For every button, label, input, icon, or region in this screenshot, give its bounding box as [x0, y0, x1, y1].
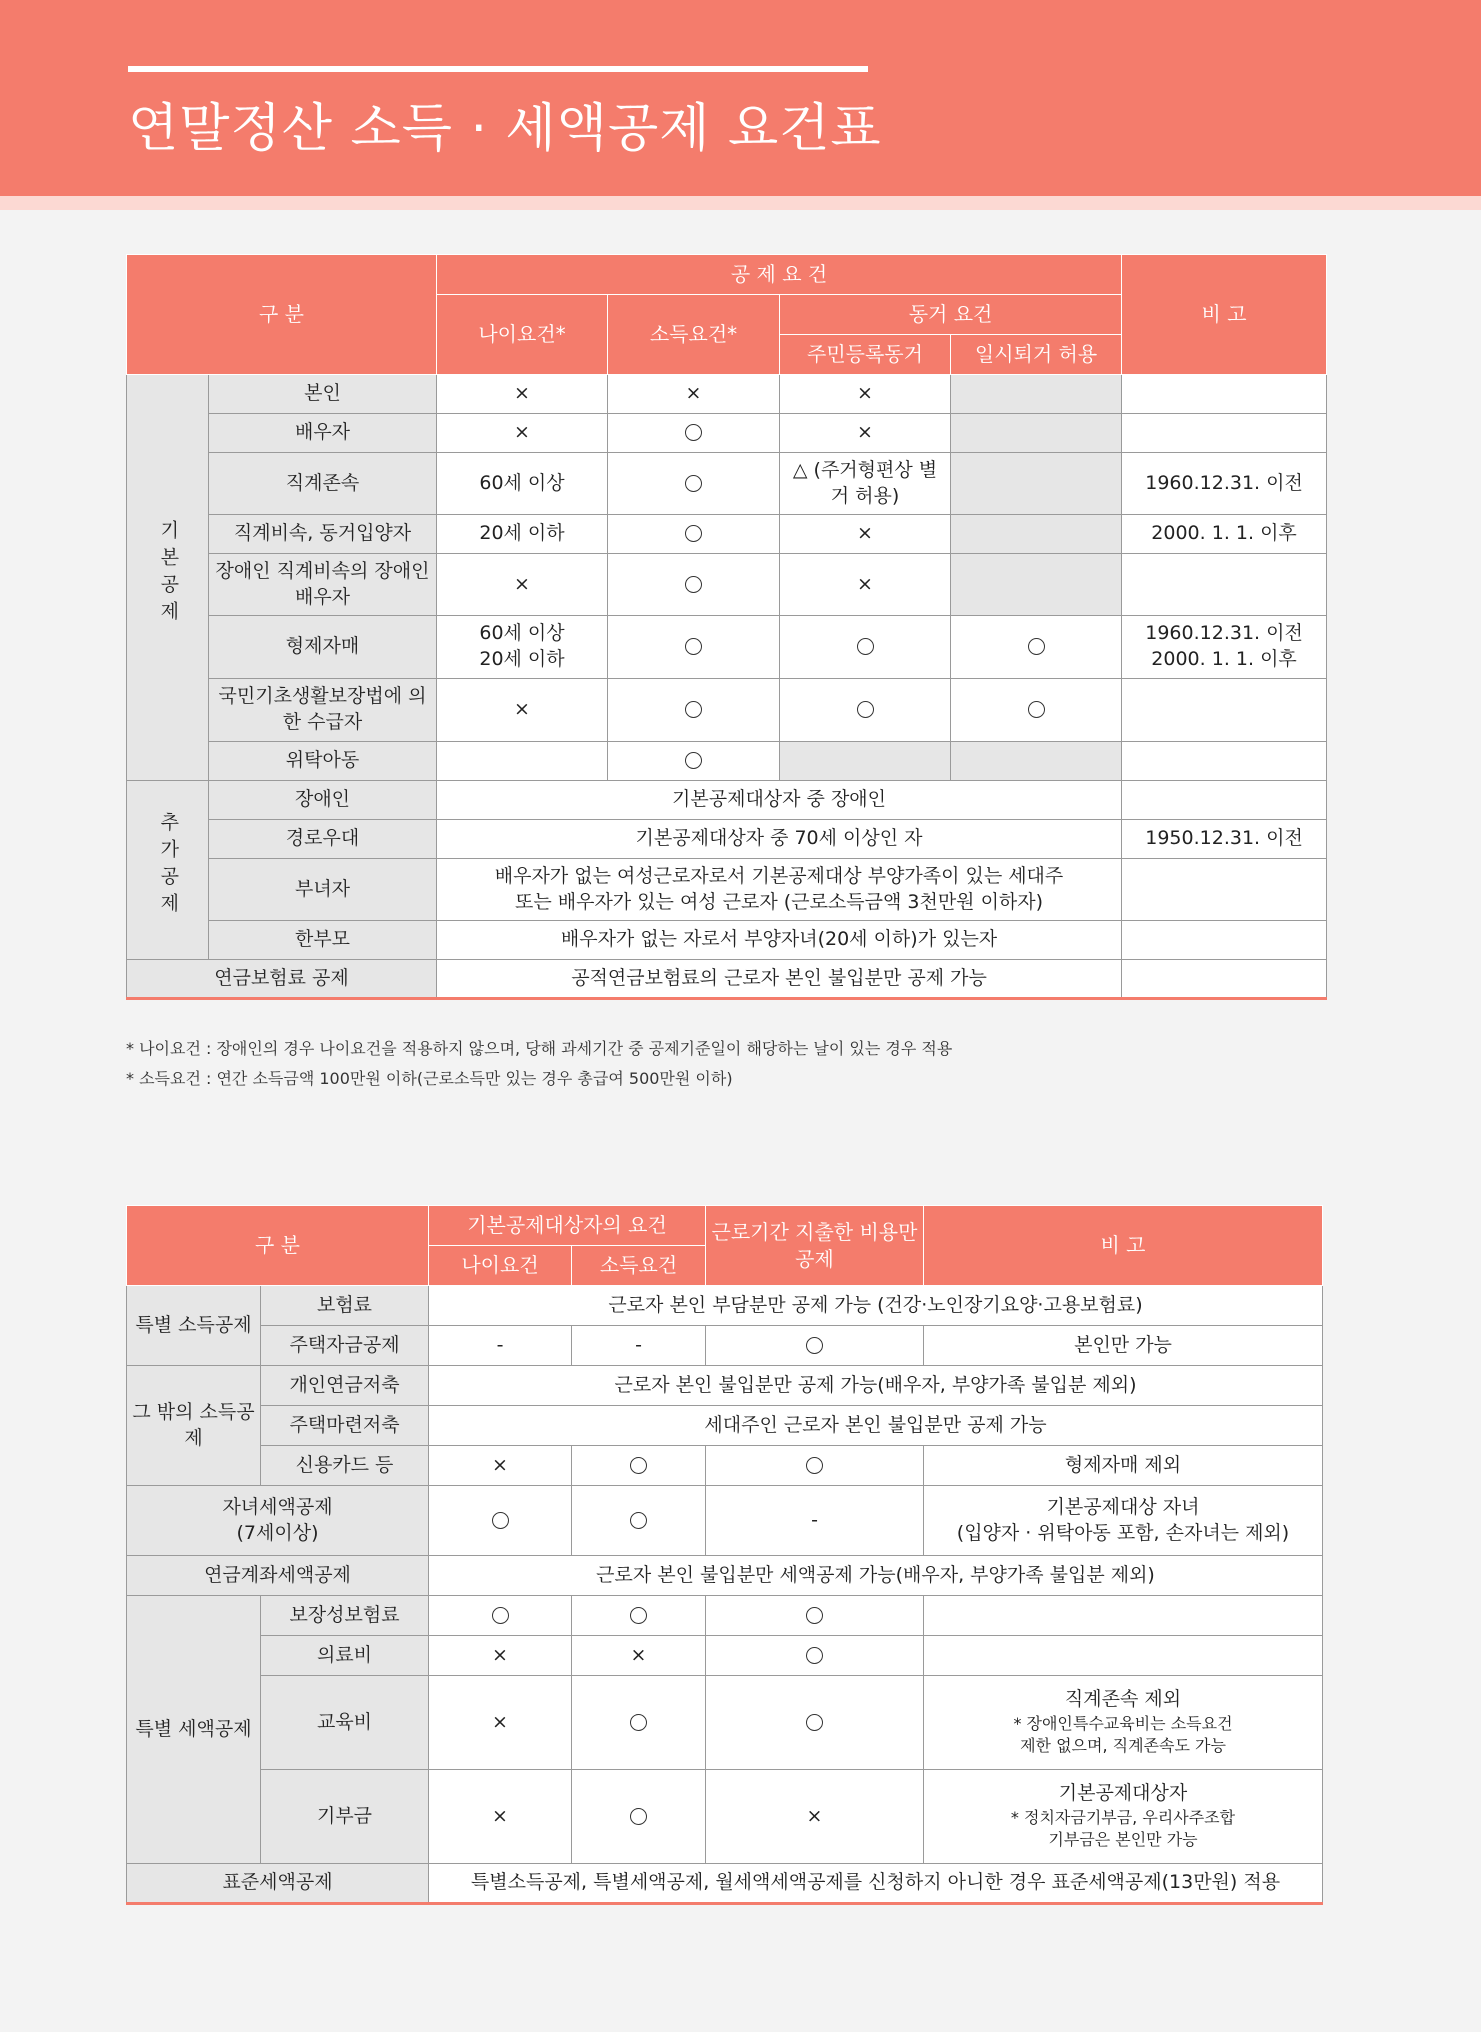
group-additional — [127, 781, 209, 960]
circle-icon — [780, 616, 951, 679]
cell-desc: 기본공제대상자 중 장애인 — [437, 781, 1122, 820]
circle-icon — [608, 616, 780, 679]
row-label: 배우자 — [209, 414, 437, 453]
cell: × — [429, 1770, 572, 1864]
row-label: 위탁아동 — [209, 742, 437, 781]
circle-icon — [572, 1486, 706, 1556]
cell-blank — [951, 453, 1122, 515]
cell-note — [924, 1486, 1323, 1556]
age-line: 60세 이상 — [479, 622, 565, 645]
row-label: 보험료 — [261, 1286, 429, 1326]
cell: × — [429, 1676, 572, 1770]
cell: × — [429, 1636, 572, 1676]
cell: × — [706, 1770, 924, 1864]
row-label: 연금보험료 공제 — [127, 960, 437, 999]
cell-note: 형제자매 제외 — [924, 1446, 1323, 1486]
header-age: 나이요건* — [437, 295, 608, 375]
circle-icon — [429, 1486, 572, 1556]
note-line: * 장애인특수교육비는 소득요건 — [1013, 1713, 1233, 1733]
circle-icon — [608, 742, 780, 781]
circle-icon — [608, 679, 780, 742]
cell-blank — [1122, 859, 1327, 921]
cell-blank — [951, 375, 1122, 414]
cell-blank — [924, 1596, 1323, 1636]
row-label: 보장성보험료 — [261, 1596, 429, 1636]
header-gubun: 구 분 — [127, 255, 437, 375]
row-label: 국민기초생활보장법에 의한 수급자 — [209, 679, 437, 742]
circle-icon — [572, 1446, 706, 1486]
cell-blank — [951, 414, 1122, 453]
cell-desc — [437, 859, 1122, 921]
cell-note: 본인만 가능 — [924, 1326, 1323, 1366]
cell-blank — [1122, 781, 1327, 820]
circle-icon — [706, 1446, 924, 1486]
group-other-income: 그 밖의 소득공제 — [127, 1366, 261, 1486]
cell-desc: 배우자가 없는 자로서 부양자녀(20세 이하)가 있는자 — [437, 921, 1122, 960]
cell-blank — [1122, 742, 1327, 781]
circle-icon — [706, 1596, 924, 1636]
cell-desc: 기본공제대상자 중 70세 이상인 자 — [437, 820, 1122, 859]
cell-blank — [1122, 375, 1327, 414]
cell: - — [706, 1486, 924, 1556]
circle-icon — [706, 1326, 924, 1366]
cell-note: 1950.12.31. 이전 — [1122, 820, 1327, 859]
row-label: 개인연금저축 — [261, 1366, 429, 1406]
header-basic-requirements: 기본공제대상자의 요건 — [429, 1206, 706, 1246]
row-label: 신용카드 등 — [261, 1446, 429, 1486]
row-label: 직계존속 — [209, 453, 437, 515]
cell-note: 1960.12.31. 이전 — [1122, 453, 1327, 515]
circle-icon — [706, 1636, 924, 1676]
header-strip — [0, 196, 1481, 210]
footnotes — [126, 1034, 952, 1094]
footnote-age: * 나이요건 : 장애인의 경우 나이요건을 적용하지 않으며, 당해 과세기간 중 공제기준일이 해당하는 날이 있는 경우 적용 — [126, 1039, 953, 1058]
cell-note — [1122, 616, 1327, 679]
cell: × — [780, 414, 951, 453]
header-cohabitation: 동거 요건 — [780, 295, 1122, 335]
group-basic-label: 기본공제 — [157, 519, 180, 628]
circle-icon — [608, 414, 780, 453]
group-special-income: 특별 소득공제 — [127, 1286, 261, 1366]
cell-blank — [951, 742, 1122, 781]
cell: × — [780, 515, 951, 554]
circle-icon — [429, 1596, 572, 1636]
row-label: 교육비 — [261, 1676, 429, 1770]
header-requirements: 공 제 요 건 — [437, 255, 1122, 295]
desc-line: 배우자가 없는 여성근로자로서 기본공제대상 부양가족이 있는 세대주 — [494, 864, 1064, 887]
cell: × — [437, 554, 608, 616]
header-gubun: 구 분 — [127, 1206, 429, 1286]
note-line: * 정치자금기부금, 우리사주조합 — [1010, 1807, 1236, 1827]
cell-desc: 특별소득공제, 특별세액공제, 월세액세액공제를 신청하지 아니한 경우 표준세액공제(13만원) 적용 — [429, 1864, 1323, 1904]
circle-icon — [608, 554, 780, 616]
row-label: 경로우대 — [209, 820, 437, 859]
cell-desc: 공적연금보험료의 근로자 본인 불입분만 공제 가능 — [437, 960, 1122, 999]
footnote-income: * 소득요건 : 연간 소득금액 100만원 이하(근로소득만 있는 경우 총급여 500만원 이하) — [126, 1069, 733, 1088]
cell: × — [437, 414, 608, 453]
cell: × — [572, 1636, 706, 1676]
cell-blank — [437, 742, 608, 781]
page-title: 연말정산 소득 · 세액공제 요건표 — [128, 99, 882, 159]
header-income: 소득요건 — [572, 1246, 706, 1286]
cell: × — [437, 679, 608, 742]
desc-line: 또는 배우자가 있는 여성 근로자 (근로소득금액 3천만원 이하자) — [515, 890, 1044, 913]
note-line: 기본공제대상자 — [1058, 1782, 1188, 1805]
note-line: 1960.12.31. 이전 — [1145, 622, 1303, 645]
cell-blank — [951, 554, 1122, 616]
circle-icon — [780, 679, 951, 742]
cell-desc: 근로자 본인 불입분만 공제 가능(배우자, 부양가족 불입분 제외) — [429, 1366, 1323, 1406]
label-line: 자녀세액공제 — [222, 1495, 333, 1518]
cell: - — [572, 1326, 706, 1366]
title-rule — [128, 66, 868, 72]
cell: 20세 이하 — [437, 515, 608, 554]
row-label: 의료비 — [261, 1636, 429, 1676]
cell-desc: 세대주인 근로자 본인 불입분만 공제 가능 — [429, 1406, 1323, 1446]
row-label: 형제자매 — [209, 616, 437, 679]
header-note: 비 고 — [924, 1206, 1323, 1286]
header-note: 비 고 — [1122, 255, 1327, 375]
circle-icon — [572, 1770, 706, 1864]
circle-icon — [951, 616, 1122, 679]
age-line: 20세 이하 — [479, 648, 565, 670]
cell-blank — [924, 1636, 1323, 1676]
cell-blank — [1122, 960, 1327, 999]
cell-blank — [1122, 679, 1327, 742]
row-label: 한부모 — [209, 921, 437, 960]
header-income: 소득요건* — [608, 295, 780, 375]
cell: × — [429, 1446, 572, 1486]
row-label: 본인 — [209, 375, 437, 414]
special-deduction-table — [126, 1205, 1323, 1905]
cell-blank — [1122, 921, 1327, 960]
cell-blank — [1122, 554, 1327, 616]
row-label: 주택자금공제 — [261, 1326, 429, 1366]
note-line: 기부금은 본인만 가능 — [1048, 1830, 1198, 1850]
cell: × — [608, 375, 780, 414]
row-label: 연금계좌세액공제 — [127, 1556, 429, 1596]
cell: △ (주거형편상 별거 허용) — [780, 453, 951, 515]
cell-age — [437, 616, 608, 679]
group-special-tax: 특별 세액공제 — [127, 1596, 261, 1864]
label-line: (7세이상) — [236, 1521, 319, 1544]
cell: × — [780, 375, 951, 414]
cell-desc: 근로자 본인 불입분만 세액공제 가능(배우자, 부양가족 불입분 제외) — [429, 1556, 1323, 1596]
note-line: 제한 없으며, 직계존속도 가능 — [1020, 1736, 1226, 1756]
cell: × — [437, 375, 608, 414]
cell-blank — [951, 515, 1122, 554]
circle-icon — [608, 453, 780, 515]
header-resident: 주민등록동거 — [780, 335, 951, 375]
row-label: 주택마련저축 — [261, 1406, 429, 1446]
cell-note — [924, 1770, 1323, 1864]
row-label: 장애인 직계비속의 장애인 배우자 — [209, 554, 437, 616]
note-line: 기본공제대상 자녀 — [1046, 1495, 1200, 1518]
circle-icon — [572, 1676, 706, 1770]
circle-icon — [572, 1596, 706, 1636]
row-label: 기부금 — [261, 1770, 429, 1864]
header-temporary: 일시퇴거 허용 — [951, 335, 1122, 375]
header-period-expense: 근로기간 지출한 비용만 공제 — [706, 1206, 924, 1286]
group-basic — [127, 375, 209, 781]
note-line: 2000. 1. 1. 이후 — [1151, 648, 1297, 670]
cell: × — [780, 554, 951, 616]
note-line: (입양자 · 위탁아동 포함, 손자녀는 제외) — [956, 1521, 1290, 1544]
cell-blank — [780, 742, 951, 781]
cell-note: 2000. 1. 1. 이후 — [1122, 515, 1327, 554]
cell-blank — [1122, 414, 1327, 453]
cell: - — [429, 1326, 572, 1366]
deduction-requirements-table — [126, 254, 1327, 1000]
row-label: 장애인 — [209, 781, 437, 820]
row-label — [127, 1486, 429, 1556]
group-additional-label: 추가공제 — [157, 812, 180, 921]
circle-icon — [951, 679, 1122, 742]
cell: 60세 이상 — [437, 453, 608, 515]
circle-icon — [706, 1676, 924, 1770]
circle-icon — [608, 515, 780, 554]
row-label: 표준세액공제 — [127, 1864, 429, 1904]
row-label: 직계비속, 동거입양자 — [209, 515, 437, 554]
cell-note — [924, 1676, 1323, 1770]
header-age: 나이요건 — [429, 1246, 572, 1286]
cell-desc: 근로자 본인 부담분만 공제 가능 (건강·노인장기요양·고용보험료) — [429, 1286, 1323, 1326]
row-label: 부녀자 — [209, 859, 437, 921]
note-line: 직계존속 제외 — [1064, 1688, 1182, 1711]
